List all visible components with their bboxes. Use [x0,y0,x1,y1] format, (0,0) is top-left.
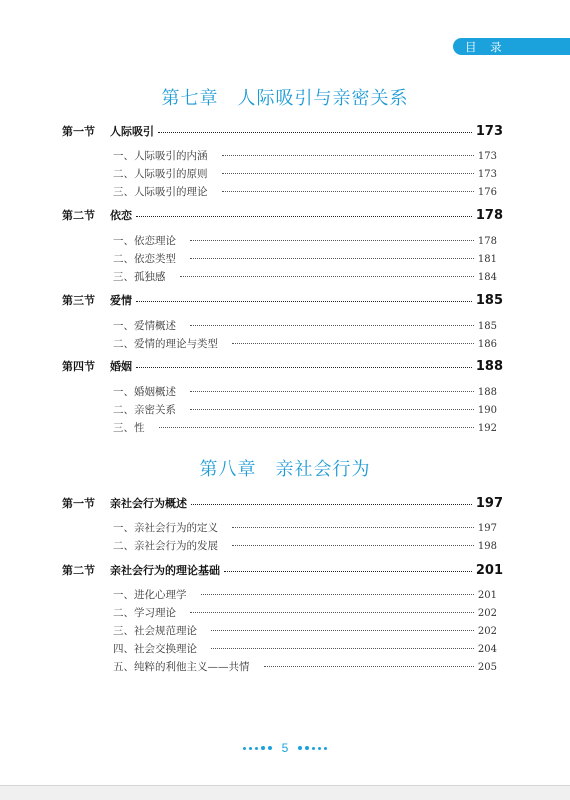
dot-leader [232,527,474,528]
item-title: 一、进化心理学 [113,589,187,601]
toc-item[interactable] [113,184,497,199]
item-title: 二、爱情的理论与类型 [113,338,218,350]
dot-leader [222,155,474,156]
section-page: 197 [475,496,503,511]
toc-item[interactable] [113,233,497,248]
section-title: 亲社会行为概述 [110,497,187,510]
dot-leader [190,325,474,326]
dot-leader [136,216,472,217]
item-title: 三、人际吸引的理论 [113,186,208,198]
item-page: 186 [477,339,497,350]
toc-item[interactable] [113,538,497,553]
dot-leader [190,391,474,392]
section-page: 173 [475,124,503,139]
item-page: 173 [477,151,497,162]
section-page: 201 [475,563,503,578]
section-page: 185 [475,293,503,308]
chapter-title: 第七章 人际吸引与亲密关系 [161,88,409,109]
dot-leader [211,630,474,631]
dot-leader [232,545,474,546]
section-title: 亲社会行为的理论基础 [110,564,220,577]
dot-leader [136,367,472,368]
item-page: 202 [477,626,497,637]
dot-leader [222,191,474,192]
page-footer [0,741,570,755]
dot-leader [232,343,474,344]
toc-item[interactable] [113,251,497,266]
toc-item[interactable] [113,623,497,638]
item-page: 197 [477,523,497,534]
item-title: 一、依恋理论 [113,235,176,247]
dot-leader [222,173,474,174]
toc-item[interactable] [113,318,497,333]
item-title: 一、人际吸引的内涵 [113,150,208,162]
toc-item[interactable] [113,520,497,535]
toc-item[interactable] [113,269,497,284]
page-number: 5 [281,741,289,755]
section-title: 依恋 [110,209,132,222]
toc-section[interactable] [62,292,503,308]
item-page: 178 [477,236,497,247]
toc-item[interactable] [113,148,497,163]
item-title: 四、社会交换理论 [113,643,197,655]
item-page: 188 [477,387,497,398]
item-page: 205 [477,662,497,673]
dot-leader [159,427,474,428]
dot-leader [158,132,472,133]
item-title: 三、孤独感 [113,271,166,283]
section-title: 婚姻 [110,360,132,373]
dot-leader [191,504,472,505]
item-title: 三、社会规范理论 [113,625,197,637]
dot-leader [190,258,474,259]
section-number: 第二节 [62,209,95,222]
toc-item[interactable] [113,587,497,602]
bottom-edge [0,785,570,800]
section-number: 第一节 [62,125,95,138]
toc-section[interactable] [62,562,503,578]
dot-leader [190,240,474,241]
item-page: 181 [477,254,497,265]
toc-item[interactable] [113,420,497,435]
item-page: 173 [477,169,497,180]
item-title: 一、婚姻概述 [113,386,176,398]
toc-item[interactable] [113,605,497,620]
item-page: 202 [477,608,497,619]
toc-item[interactable] [113,659,497,674]
dot-leader [136,301,472,302]
toc-section[interactable] [62,358,503,374]
toc-header-label: 目 录 [465,40,507,54]
section-number: 第四节 [62,360,95,373]
item-page: 198 [477,541,497,552]
item-page: 184 [477,272,497,283]
toc-item[interactable] [113,402,497,417]
section-title: 人际吸引 [110,125,154,138]
item-page: 204 [477,644,497,655]
dot-leader [190,409,474,410]
section-title: 爱情 [110,294,132,307]
item-page: 201 [477,590,497,601]
section-number: 第二节 [62,564,95,577]
item-title: 二、学习理论 [113,607,176,619]
chapter-title: 第八章 亲社会行为 [199,459,371,480]
toc-section[interactable] [62,495,503,511]
item-title: 二、亲社会行为的发展 [113,540,218,552]
footer-dots-left [243,746,272,750]
item-title: 二、依恋类型 [113,253,176,265]
dot-leader [224,571,472,572]
toc-item[interactable] [113,641,497,656]
item-title: 二、亲密关系 [113,404,176,416]
item-title: 一、亲社会行为的定义 [113,522,218,534]
dot-leader [201,594,474,595]
item-title: 二、人际吸引的原则 [113,168,208,180]
toc-item[interactable] [113,166,497,181]
toc-section[interactable] [62,207,503,223]
section-page: 188 [475,359,503,374]
toc-item[interactable] [113,384,497,399]
item-title: 一、爱情概述 [113,320,176,332]
item-page: 192 [477,423,497,434]
toc-section[interactable] [62,123,503,139]
item-title: 五、纯粹的利他主义——共情 [113,661,250,673]
dot-leader [211,648,474,649]
toc-item[interactable] [113,336,497,351]
item-page: 176 [477,187,497,198]
dot-leader [180,276,474,277]
item-title: 三、性 [113,422,145,434]
dot-leader [190,612,474,613]
dot-leader [264,666,474,667]
footer-dots-right [298,746,327,750]
section-number: 第三节 [62,294,95,307]
section-number: 第一节 [62,497,95,510]
toc-header-tab [453,38,570,55]
section-page: 178 [475,208,503,223]
item-page: 185 [477,321,497,332]
item-page: 190 [477,405,497,416]
